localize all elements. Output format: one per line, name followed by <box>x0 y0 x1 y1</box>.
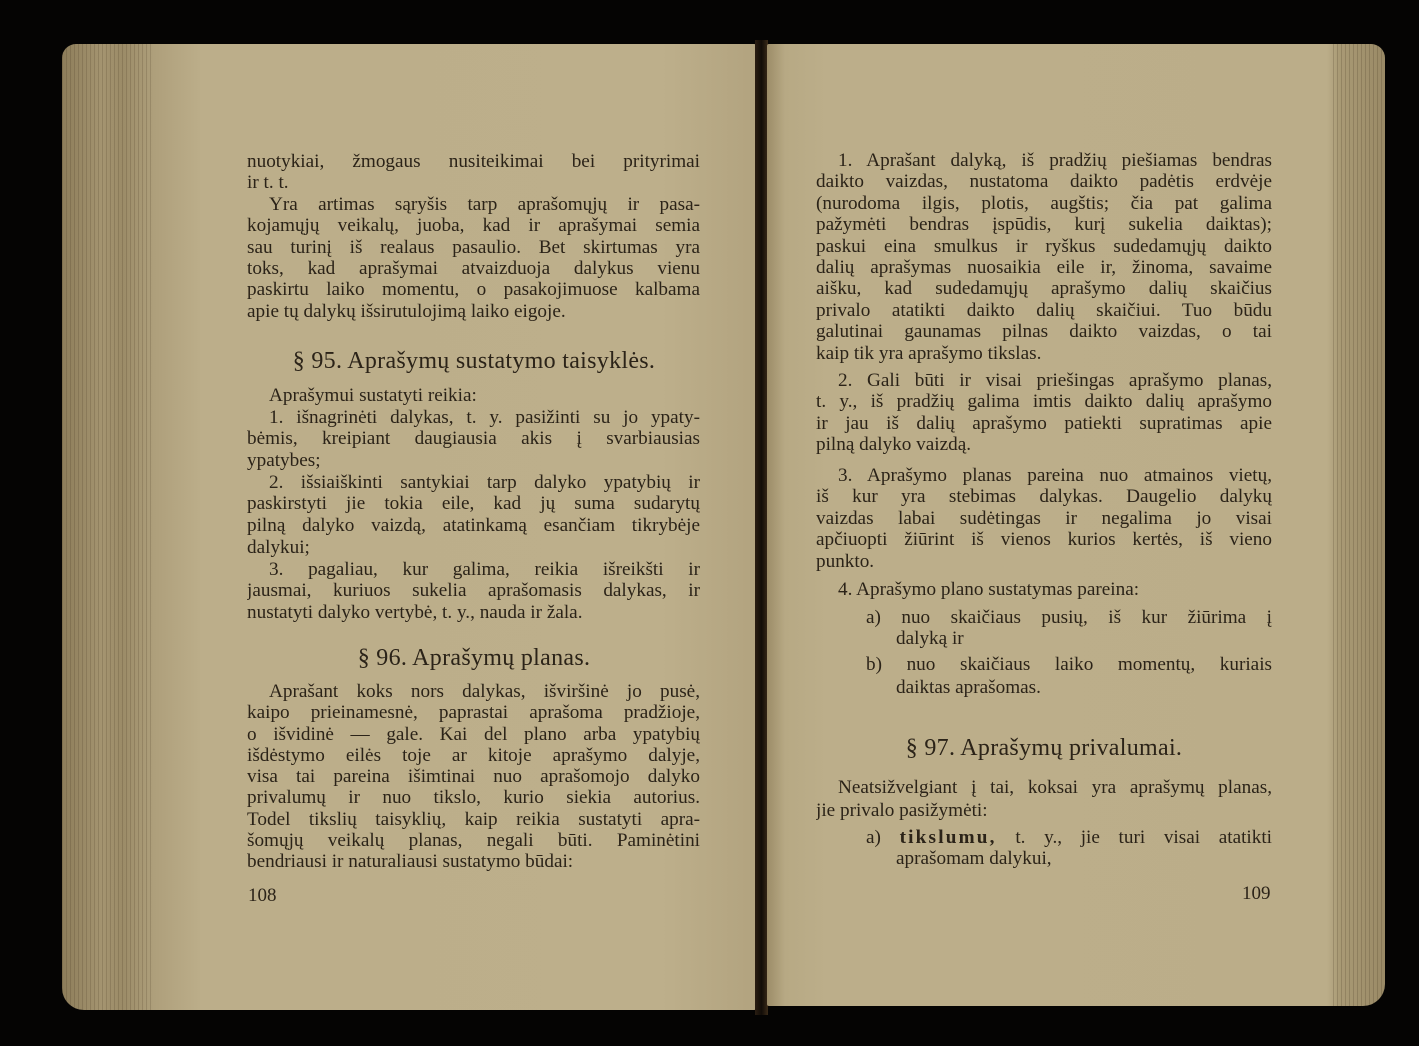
emphasized-term: tikslumu, <box>899 827 997 848</box>
text-line: šomųjų veikalų planas, negali būti. Paminėtini <box>247 829 700 851</box>
text-line: 3. Aprašymo planas pareina nuo atmainos vietų, <box>838 465 1272 486</box>
text-line: a) nuo skaičiaus pusių, iš kur žiūrima į <box>866 607 1272 628</box>
text-line: kaip tik yra aprašymo tikslas. <box>816 342 1042 364</box>
text-line: paskirtu laiko momentu, o pasakojimuose kalbama <box>247 279 700 301</box>
text-line: apčiuopti žiūrint iš vienos kurios kertės, iš vieno <box>816 529 1272 551</box>
text-line: aišku, kad sudedamųjų aprašymo dalių skaičius <box>816 278 1272 300</box>
text-line: ir t. t. <box>247 172 289 194</box>
text-line: (nurodoma ilgis, plotis, augštis; čia pat galima <box>816 192 1272 214</box>
paragraph-1 <box>816 150 1272 364</box>
list-item-a-precision <box>866 827 1272 870</box>
text-line: visa tai pareina išimtinai nuo aprašomojo dalyko <box>247 766 700 787</box>
text-line: Neatsižvelgiant į tai, koksai yra aprašymų planas, <box>838 777 1272 798</box>
text-line <box>866 827 1272 848</box>
page-number-left: 108 <box>248 885 277 906</box>
text-line: Aprašymui sustatyti reikia: <box>269 385 477 406</box>
list-item-4b <box>866 653 1272 699</box>
paragraph-rules <box>247 385 700 624</box>
text-line: 3. pagaliau, kur galima, reikia išreikšti ir <box>269 558 700 580</box>
text-line: daikto vaizdas, nustatoma daikto padėtis erdvėje <box>816 171 1272 193</box>
text-line: daiktas aprašomas. <box>896 677 1041 698</box>
item-text: t. y., jie turi visai atatikti <box>1015 827 1272 848</box>
text-line: 1. išnagrinėti dalykas, t. y. pasižinti su jo ypaty- <box>269 406 700 428</box>
text-line: privalo atatikti daikto dalių skaičiui. Tuo būdu <box>816 299 1272 321</box>
list-item-4a <box>866 607 1272 650</box>
text-line: paskirstyti jie tokia eile, kad jų suma sudarytų <box>247 493 700 515</box>
text-line: toks, kad aprašymai atvaizduoja dalykus vienu <box>247 257 700 279</box>
text-line: t. y., iš pradžių galima imtis daikto dalių aprašymo <box>816 391 1272 413</box>
text-line: 2. išsiaiškinti santykiai tarp dalyko ypatybių ir <box>269 471 700 493</box>
text-line: sau turinį iš realaus pasaulio. Bet skirtumas yra <box>247 236 700 258</box>
text-line: galutinai gaunamas pilnas daikto vaizdas, o tai <box>816 321 1272 343</box>
text-line: kaipo prieinamesnė, paprastai aprašoma pradžioje, <box>247 702 700 724</box>
text-line: išdėstymo eilės toje ar kitoje aprašymo dalyje, <box>247 744 700 766</box>
text-line: dalykui; <box>247 536 310 558</box>
text-line: nuotykiai, žmogaus nusiteikimai bei prityrimai <box>247 151 700 172</box>
text-line: b) nuo skaičiaus laiko momentų, kuriais <box>866 654 1272 675</box>
text-line: nustatyti dalyko vertybė, t. y., nauda ir žala. <box>247 601 583 623</box>
text-line: Todel tikslių taisyklių, kaip reikia sustatyti apra- <box>247 808 700 830</box>
text-line: apie tų dalykų išsirutulojimą laiko eigoje. <box>247 300 566 322</box>
paragraph-4 <box>816 579 1272 600</box>
text-line: pažymėti bendras įspūdis, kurį sukelia daiktas); <box>816 214 1272 236</box>
text-line: Aprašant koks nors dalykas, išviršinė jo pusė, <box>269 681 700 702</box>
section-heading-97: § 97. Aprašymų privalumai. <box>905 735 1183 761</box>
text-line: 1. Aprašant dalyką, iš pradžių piešiamas bendras <box>838 150 1272 171</box>
text-line: dalių aprašymas nuosaikia eile ir, žinoma, savaime <box>816 256 1272 278</box>
text-line: kojamųjų veikalų, juoba, kad ir aprašymai semia <box>247 215 700 237</box>
text-line: vaizdas labai sudėtingas ir negalima jo visai <box>816 507 1272 529</box>
paragraph-2 <box>816 370 1272 456</box>
text-line: dalyką ir <box>896 628 964 650</box>
page-number-right: 109 <box>1242 883 1271 904</box>
text-line: ypatybes; <box>247 450 321 472</box>
item-label: a) <box>866 827 881 848</box>
paragraph-intro <box>247 151 700 322</box>
section-heading-95: § 95. Aprašymų sustatymo taisyklės. <box>292 348 656 374</box>
text-line: aprašomam dalykui, <box>896 848 1052 870</box>
text-line: bendriausi ir naturaliausi sustatymo būdai: <box>247 851 574 872</box>
paragraph-requirements <box>816 776 1272 822</box>
text-line: 2. Gali būti ir visai priešingas aprašymo planas, <box>838 370 1272 391</box>
text-line: Yra artimas sąryšis tarp aprašomųjų ir pasa- <box>269 193 700 215</box>
text-line: 4. Aprašymo plano sustatymas pareina: <box>838 579 1140 600</box>
text-line: pilną dalyko vaizdą, atatinkamą esančiam tikrybėje <box>247 515 700 537</box>
text-line: o išvidinė — gale. Kai del plano arba ypatybių <box>247 723 700 745</box>
paragraph-3 <box>816 465 1272 572</box>
text-line: privalumų ir nuo tikslo, kurio siekia autorius. <box>247 787 700 809</box>
text-line: iš kur yra stebimas dalykas. Daugelio dalykų <box>816 486 1272 508</box>
text-line: jausmai, kuriuos sukelia aprašomasis dalykas, ir <box>247 580 700 602</box>
text-line: ir jau iš dalių aprašymo patiekti supratimas apie <box>816 412 1272 434</box>
section-heading-96: § 96. Aprašymų planas. <box>357 645 591 671</box>
paragraph-plan <box>247 681 700 872</box>
text-line: jie privalo pasižymėti: <box>816 800 988 821</box>
text-line: pilną dalyko vaizdą. <box>816 434 972 456</box>
text-line: paskui eina smulkus ir ryškus sudedamųjų daikto <box>816 235 1272 257</box>
text-line: punkto. <box>816 550 875 572</box>
text-line: bėmis, kreipiant daugiausia akis į svarbiausias <box>247 428 700 450</box>
